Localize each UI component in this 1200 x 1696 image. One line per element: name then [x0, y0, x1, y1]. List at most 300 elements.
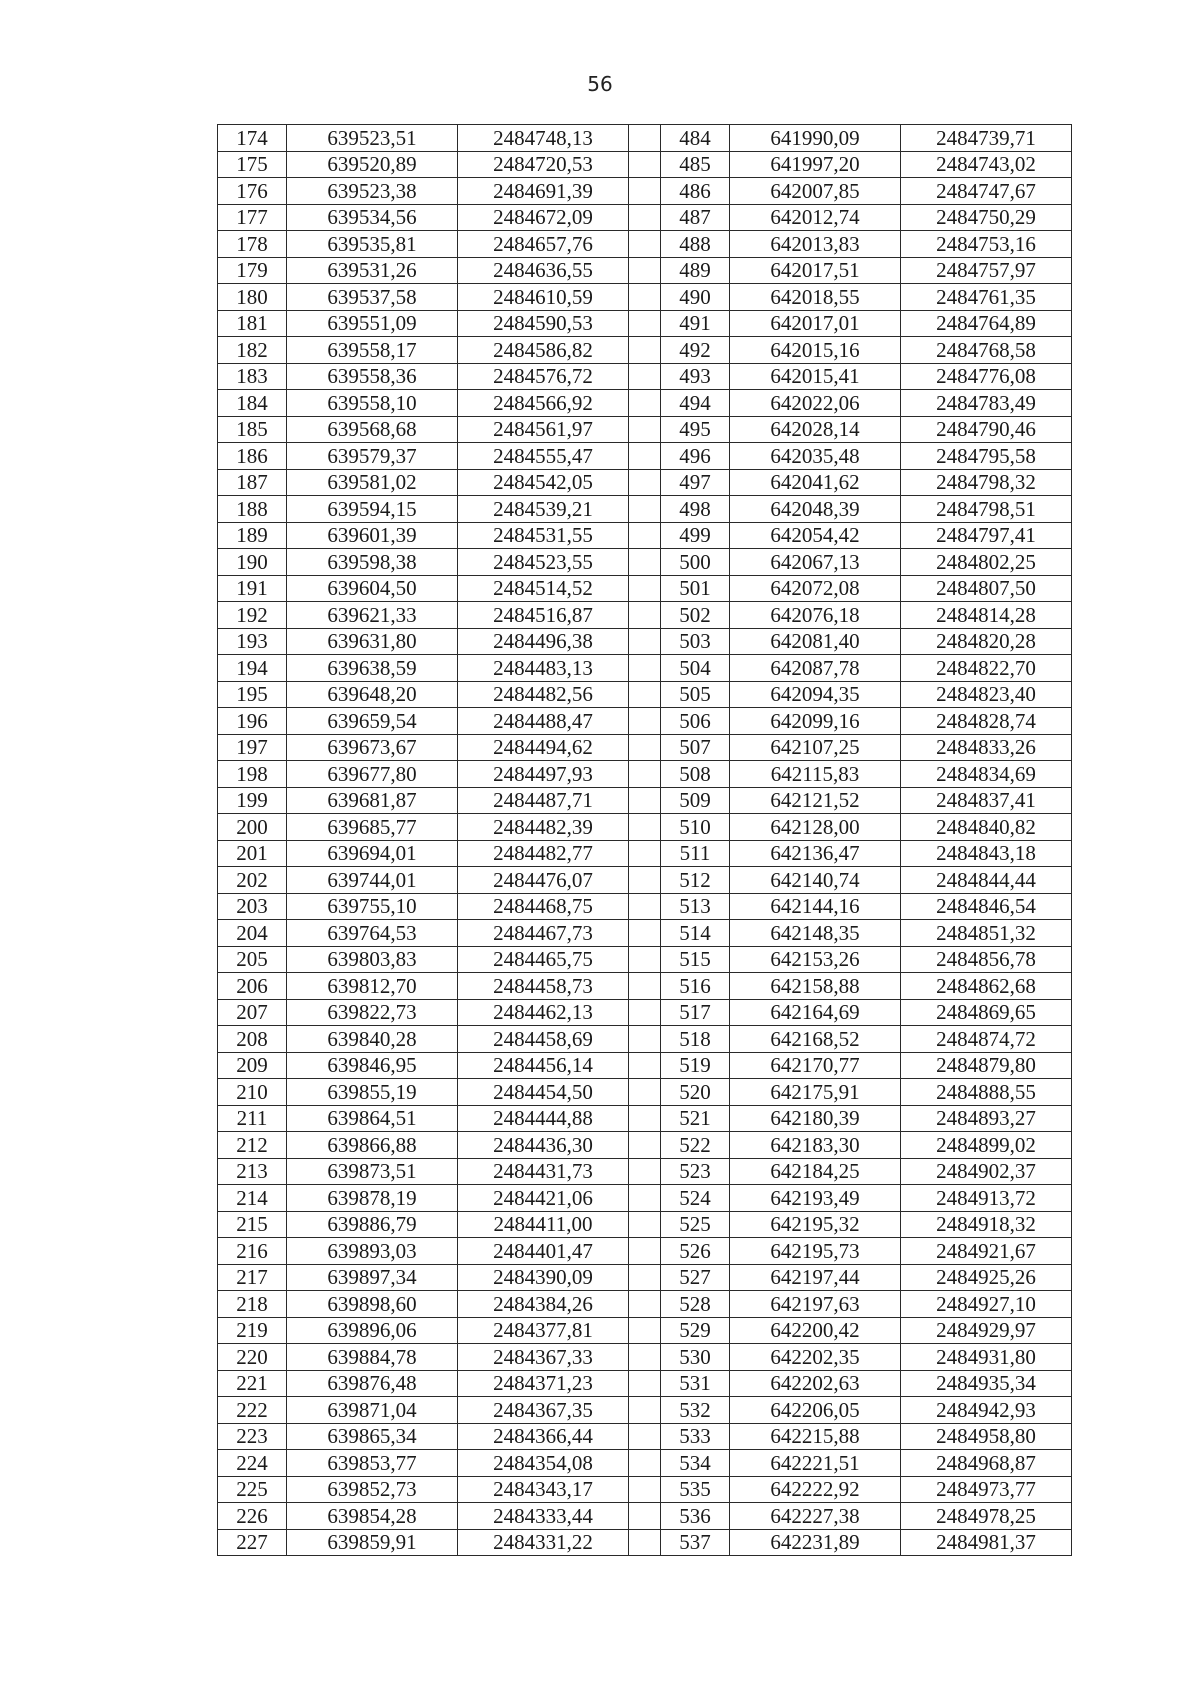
table-row	[218, 416, 1072, 443]
table-row	[218, 840, 1072, 867]
left-point-number-cell: 217	[218, 1264, 287, 1291]
left-y-coordinate-cell: 2484390,09	[458, 1264, 629, 1291]
right-y-coordinate-cell: 2484913,72	[901, 1185, 1072, 1212]
left-y-coordinate-cell: 2484488,47	[458, 708, 629, 735]
separator-cell	[629, 231, 661, 258]
right-x-coordinate-cell: 642168,52	[730, 1026, 901, 1053]
right-x-coordinate-cell: 642221,51	[730, 1450, 901, 1477]
right-point-number-cell: 510	[661, 814, 730, 841]
right-y-coordinate-cell: 2484844,44	[901, 867, 1072, 894]
left-y-coordinate-cell: 2484458,69	[458, 1026, 629, 1053]
left-point-number-cell: 185	[218, 416, 287, 443]
right-y-coordinate-cell: 2484978,25	[901, 1503, 1072, 1530]
left-point-number-cell: 213	[218, 1158, 287, 1185]
right-point-number-cell: 514	[661, 920, 730, 947]
right-y-coordinate-cell: 2484843,18	[901, 840, 1072, 867]
right-y-coordinate-cell: 2484750,29	[901, 204, 1072, 231]
right-x-coordinate-cell: 642048,39	[730, 496, 901, 523]
right-point-number-cell: 534	[661, 1450, 730, 1477]
table-row	[218, 1344, 1072, 1371]
separator-cell	[629, 1476, 661, 1503]
right-point-number-cell: 505	[661, 681, 730, 708]
left-point-number-cell: 203	[218, 893, 287, 920]
right-x-coordinate-cell: 642054,42	[730, 522, 901, 549]
left-point-number-cell: 176	[218, 178, 287, 205]
left-x-coordinate-cell: 639855,19	[287, 1079, 458, 1106]
right-x-coordinate-cell: 642012,74	[730, 204, 901, 231]
table-row	[218, 1317, 1072, 1344]
right-point-number-cell: 516	[661, 973, 730, 1000]
table-row	[218, 363, 1072, 390]
right-x-coordinate-cell: 642180,39	[730, 1105, 901, 1132]
left-x-coordinate-cell: 639884,78	[287, 1344, 458, 1371]
left-y-coordinate-cell: 2484421,06	[458, 1185, 629, 1212]
right-point-number-cell: 532	[661, 1397, 730, 1424]
right-point-number-cell: 486	[661, 178, 730, 205]
left-x-coordinate-cell: 639878,19	[287, 1185, 458, 1212]
right-y-coordinate-cell: 2484823,40	[901, 681, 1072, 708]
page-number: 56	[587, 72, 613, 96]
right-y-coordinate-cell: 2484747,67	[901, 178, 1072, 205]
left-point-number-cell: 190	[218, 549, 287, 576]
right-point-number-cell: 484	[661, 125, 730, 152]
table-row	[218, 628, 1072, 655]
left-y-coordinate-cell: 2484354,08	[458, 1450, 629, 1477]
right-point-number-cell: 522	[661, 1132, 730, 1159]
right-point-number-cell: 487	[661, 204, 730, 231]
left-point-number-cell: 180	[218, 284, 287, 311]
left-x-coordinate-cell: 639876,48	[287, 1370, 458, 1397]
left-x-coordinate-cell: 639893,03	[287, 1238, 458, 1265]
table-row	[218, 1238, 1072, 1265]
table-row	[218, 1026, 1072, 1053]
right-x-coordinate-cell: 642007,85	[730, 178, 901, 205]
right-y-coordinate-cell: 2484869,65	[901, 999, 1072, 1026]
left-point-number-cell: 197	[218, 734, 287, 761]
separator-cell	[629, 1423, 661, 1450]
left-x-coordinate-cell: 639631,80	[287, 628, 458, 655]
left-x-coordinate-cell: 639659,54	[287, 708, 458, 735]
table-row	[218, 1105, 1072, 1132]
left-point-number-cell: 204	[218, 920, 287, 947]
right-y-coordinate-cell: 2484935,34	[901, 1370, 1072, 1397]
separator-cell	[629, 1052, 661, 1079]
right-y-coordinate-cell: 2484790,46	[901, 416, 1072, 443]
left-x-coordinate-cell: 639551,09	[287, 310, 458, 337]
table-row	[218, 973, 1072, 1000]
left-x-coordinate-cell: 639694,01	[287, 840, 458, 867]
right-point-number-cell: 511	[661, 840, 730, 867]
left-x-coordinate-cell: 639535,81	[287, 231, 458, 258]
left-y-coordinate-cell: 2484366,44	[458, 1423, 629, 1450]
separator-cell	[629, 840, 661, 867]
right-y-coordinate-cell: 2484776,08	[901, 363, 1072, 390]
right-y-coordinate-cell: 2484902,37	[901, 1158, 1072, 1185]
table-row	[218, 1503, 1072, 1530]
right-y-coordinate-cell: 2484764,89	[901, 310, 1072, 337]
right-point-number-cell: 528	[661, 1291, 730, 1318]
separator-cell	[629, 1211, 661, 1238]
separator-cell	[629, 1185, 661, 1212]
left-y-coordinate-cell: 2484482,56	[458, 681, 629, 708]
right-y-coordinate-cell: 2484798,32	[901, 469, 1072, 496]
separator-cell	[629, 1105, 661, 1132]
table-row	[218, 893, 1072, 920]
separator-cell	[629, 1079, 661, 1106]
left-x-coordinate-cell: 639685,77	[287, 814, 458, 841]
right-y-coordinate-cell: 2484968,87	[901, 1450, 1072, 1477]
right-y-coordinate-cell: 2484761,35	[901, 284, 1072, 311]
right-y-coordinate-cell: 2484753,16	[901, 231, 1072, 258]
right-y-coordinate-cell: 2484814,28	[901, 602, 1072, 629]
separator-cell	[629, 814, 661, 841]
left-x-coordinate-cell: 639898,60	[287, 1291, 458, 1318]
left-x-coordinate-cell: 639594,15	[287, 496, 458, 523]
table-row	[218, 469, 1072, 496]
right-x-coordinate-cell: 642035,48	[730, 443, 901, 470]
right-y-coordinate-cell: 2484834,69	[901, 761, 1072, 788]
separator-cell	[629, 893, 661, 920]
table-row	[218, 734, 1072, 761]
table-row	[218, 681, 1072, 708]
left-y-coordinate-cell: 2484531,55	[458, 522, 629, 549]
left-y-coordinate-cell: 2484487,71	[458, 787, 629, 814]
right-x-coordinate-cell: 642193,49	[730, 1185, 901, 1212]
left-point-number-cell: 223	[218, 1423, 287, 1450]
left-point-number-cell: 177	[218, 204, 287, 231]
right-point-number-cell: 529	[661, 1317, 730, 1344]
left-y-coordinate-cell: 2484672,09	[458, 204, 629, 231]
right-y-coordinate-cell: 2484739,71	[901, 125, 1072, 152]
left-point-number-cell: 179	[218, 257, 287, 284]
right-x-coordinate-cell: 642144,16	[730, 893, 901, 920]
left-x-coordinate-cell: 639873,51	[287, 1158, 458, 1185]
table-row	[218, 1370, 1072, 1397]
table-row	[218, 946, 1072, 973]
left-y-coordinate-cell: 2484497,93	[458, 761, 629, 788]
right-x-coordinate-cell: 642099,16	[730, 708, 901, 735]
right-point-number-cell: 530	[661, 1344, 730, 1371]
right-x-coordinate-cell: 641990,09	[730, 125, 901, 152]
left-x-coordinate-cell: 639886,79	[287, 1211, 458, 1238]
left-point-number-cell: 187	[218, 469, 287, 496]
left-y-coordinate-cell: 2484586,82	[458, 337, 629, 364]
right-x-coordinate-cell: 642197,63	[730, 1291, 901, 1318]
separator-cell	[629, 867, 661, 894]
left-point-number-cell: 198	[218, 761, 287, 788]
left-y-coordinate-cell: 2484576,72	[458, 363, 629, 390]
separator-cell	[629, 1158, 661, 1185]
left-point-number-cell: 193	[218, 628, 287, 655]
left-y-coordinate-cell: 2484431,73	[458, 1158, 629, 1185]
right-x-coordinate-cell: 642081,40	[730, 628, 901, 655]
left-point-number-cell: 184	[218, 390, 287, 417]
left-x-coordinate-cell: 639822,73	[287, 999, 458, 1026]
left-point-number-cell: 192	[218, 602, 287, 629]
table-row	[218, 443, 1072, 470]
coordinates-table	[217, 124, 1072, 1556]
right-x-coordinate-cell: 642017,01	[730, 310, 901, 337]
separator-cell	[629, 363, 661, 390]
right-x-coordinate-cell: 642148,35	[730, 920, 901, 947]
right-x-coordinate-cell: 642200,42	[730, 1317, 901, 1344]
right-point-number-cell: 531	[661, 1370, 730, 1397]
left-y-coordinate-cell: 2484411,00	[458, 1211, 629, 1238]
separator-cell	[629, 1026, 661, 1053]
table-row	[218, 496, 1072, 523]
left-y-coordinate-cell: 2484436,30	[458, 1132, 629, 1159]
table-row	[218, 1423, 1072, 1450]
table-row	[218, 1052, 1072, 1079]
right-point-number-cell: 503	[661, 628, 730, 655]
left-y-coordinate-cell: 2484590,53	[458, 310, 629, 337]
right-y-coordinate-cell: 2484802,25	[901, 549, 1072, 576]
right-point-number-cell: 524	[661, 1185, 730, 1212]
left-point-number-cell: 182	[218, 337, 287, 364]
separator-cell	[629, 522, 661, 549]
right-x-coordinate-cell: 642018,55	[730, 284, 901, 311]
right-x-coordinate-cell: 642087,78	[730, 655, 901, 682]
left-point-number-cell: 200	[218, 814, 287, 841]
right-y-coordinate-cell: 2484846,54	[901, 893, 1072, 920]
right-point-number-cell: 490	[661, 284, 730, 311]
right-y-coordinate-cell: 2484958,80	[901, 1423, 1072, 1450]
right-point-number-cell: 520	[661, 1079, 730, 1106]
right-point-number-cell: 521	[661, 1105, 730, 1132]
left-y-coordinate-cell: 2484401,47	[458, 1238, 629, 1265]
right-x-coordinate-cell: 642215,88	[730, 1423, 901, 1450]
left-x-coordinate-cell: 639677,80	[287, 761, 458, 788]
right-point-number-cell: 491	[661, 310, 730, 337]
table-row	[218, 787, 1072, 814]
left-point-number-cell: 218	[218, 1291, 287, 1318]
left-y-coordinate-cell: 2484468,75	[458, 893, 629, 920]
table-row	[218, 178, 1072, 205]
left-point-number-cell: 208	[218, 1026, 287, 1053]
left-point-number-cell: 199	[218, 787, 287, 814]
separator-cell	[629, 125, 661, 152]
separator-cell	[629, 708, 661, 735]
separator-cell	[629, 1291, 661, 1318]
right-point-number-cell: 504	[661, 655, 730, 682]
right-x-coordinate-cell: 642072,08	[730, 575, 901, 602]
left-x-coordinate-cell: 639648,20	[287, 681, 458, 708]
left-point-number-cell: 215	[218, 1211, 287, 1238]
right-point-number-cell: 496	[661, 443, 730, 470]
left-y-coordinate-cell: 2484555,47	[458, 443, 629, 470]
right-point-number-cell: 499	[661, 522, 730, 549]
right-y-coordinate-cell: 2484820,28	[901, 628, 1072, 655]
left-x-coordinate-cell: 639864,51	[287, 1105, 458, 1132]
right-y-coordinate-cell: 2484783,49	[901, 390, 1072, 417]
left-x-coordinate-cell: 639638,59	[287, 655, 458, 682]
left-y-coordinate-cell: 2484465,75	[458, 946, 629, 973]
left-y-coordinate-cell: 2484636,55	[458, 257, 629, 284]
right-y-coordinate-cell: 2484862,68	[901, 973, 1072, 1000]
right-x-coordinate-cell: 642128,00	[730, 814, 901, 841]
right-point-number-cell: 493	[661, 363, 730, 390]
left-y-coordinate-cell: 2484561,97	[458, 416, 629, 443]
right-point-number-cell: 509	[661, 787, 730, 814]
table-row	[218, 814, 1072, 841]
table-row	[218, 920, 1072, 947]
left-y-coordinate-cell: 2484542,05	[458, 469, 629, 496]
separator-cell	[629, 257, 661, 284]
separator-cell	[629, 655, 661, 682]
right-point-number-cell: 506	[661, 708, 730, 735]
right-y-coordinate-cell: 2484807,50	[901, 575, 1072, 602]
separator-cell	[629, 761, 661, 788]
left-y-coordinate-cell: 2484566,92	[458, 390, 629, 417]
left-y-coordinate-cell: 2484691,39	[458, 178, 629, 205]
left-x-coordinate-cell: 639537,58	[287, 284, 458, 311]
separator-cell	[629, 681, 661, 708]
right-x-coordinate-cell: 642015,16	[730, 337, 901, 364]
left-x-coordinate-cell: 639859,91	[287, 1529, 458, 1556]
table-row	[218, 231, 1072, 258]
left-x-coordinate-cell: 639755,10	[287, 893, 458, 920]
left-point-number-cell: 211	[218, 1105, 287, 1132]
table-row	[218, 1529, 1072, 1556]
separator-cell	[629, 575, 661, 602]
right-x-coordinate-cell: 642153,26	[730, 946, 901, 973]
right-point-number-cell: 517	[661, 999, 730, 1026]
right-point-number-cell: 525	[661, 1211, 730, 1238]
separator-cell	[629, 946, 661, 973]
left-x-coordinate-cell: 639581,02	[287, 469, 458, 496]
right-x-coordinate-cell: 642017,51	[730, 257, 901, 284]
left-x-coordinate-cell: 639854,28	[287, 1503, 458, 1530]
table-row	[218, 1158, 1072, 1185]
right-point-number-cell: 492	[661, 337, 730, 364]
left-point-number-cell: 175	[218, 151, 287, 178]
left-x-coordinate-cell: 639812,70	[287, 973, 458, 1000]
left-y-coordinate-cell: 2484483,13	[458, 655, 629, 682]
right-point-number-cell: 535	[661, 1476, 730, 1503]
table-row	[218, 337, 1072, 364]
right-point-number-cell: 507	[661, 734, 730, 761]
right-x-coordinate-cell: 642222,92	[730, 1476, 901, 1503]
right-y-coordinate-cell: 2484888,55	[901, 1079, 1072, 1106]
left-x-coordinate-cell: 639579,37	[287, 443, 458, 470]
left-y-coordinate-cell: 2484456,14	[458, 1052, 629, 1079]
table-row	[218, 761, 1072, 788]
left-y-coordinate-cell: 2484496,38	[458, 628, 629, 655]
left-y-coordinate-cell: 2484748,13	[458, 125, 629, 152]
separator-cell	[629, 390, 661, 417]
table-row	[218, 257, 1072, 284]
left-point-number-cell: 205	[218, 946, 287, 973]
right-y-coordinate-cell: 2484833,26	[901, 734, 1072, 761]
left-point-number-cell: 209	[218, 1052, 287, 1079]
separator-cell	[629, 416, 661, 443]
left-point-number-cell: 214	[218, 1185, 287, 1212]
left-point-number-cell: 206	[218, 973, 287, 1000]
right-x-coordinate-cell: 642170,77	[730, 1052, 901, 1079]
table-row	[218, 390, 1072, 417]
right-y-coordinate-cell: 2484929,97	[901, 1317, 1072, 1344]
right-x-coordinate-cell: 642195,73	[730, 1238, 901, 1265]
table-row	[218, 999, 1072, 1026]
left-y-coordinate-cell: 2484367,35	[458, 1397, 629, 1424]
left-x-coordinate-cell: 639568,68	[287, 416, 458, 443]
right-y-coordinate-cell: 2484879,80	[901, 1052, 1072, 1079]
right-y-coordinate-cell: 2484840,82	[901, 814, 1072, 841]
left-x-coordinate-cell: 639744,01	[287, 867, 458, 894]
right-x-coordinate-cell: 642183,30	[730, 1132, 901, 1159]
left-x-coordinate-cell: 639531,26	[287, 257, 458, 284]
left-y-coordinate-cell: 2484494,62	[458, 734, 629, 761]
right-y-coordinate-cell: 2484828,74	[901, 708, 1072, 735]
left-y-coordinate-cell: 2484720,53	[458, 151, 629, 178]
table-row	[218, 1132, 1072, 1159]
left-point-number-cell: 183	[218, 363, 287, 390]
right-y-coordinate-cell: 2484927,10	[901, 1291, 1072, 1318]
left-point-number-cell: 196	[218, 708, 287, 735]
right-y-coordinate-cell: 2484795,58	[901, 443, 1072, 470]
separator-cell	[629, 496, 661, 523]
left-x-coordinate-cell: 639621,33	[287, 602, 458, 629]
separator-cell	[629, 337, 661, 364]
separator-cell	[629, 1317, 661, 1344]
left-y-coordinate-cell: 2484458,73	[458, 973, 629, 1000]
left-point-number-cell: 210	[218, 1079, 287, 1106]
left-x-coordinate-cell: 639558,17	[287, 337, 458, 364]
right-x-coordinate-cell: 642140,74	[730, 867, 901, 894]
separator-cell	[629, 602, 661, 629]
separator-cell	[629, 310, 661, 337]
left-y-coordinate-cell: 2484333,44	[458, 1503, 629, 1530]
table-row	[218, 708, 1072, 735]
left-y-coordinate-cell: 2484523,55	[458, 549, 629, 576]
right-y-coordinate-cell: 2484973,77	[901, 1476, 1072, 1503]
table-row	[218, 125, 1072, 152]
table-row	[218, 1264, 1072, 1291]
left-x-coordinate-cell: 639598,38	[287, 549, 458, 576]
separator-cell	[629, 151, 661, 178]
left-y-coordinate-cell: 2484462,13	[458, 999, 629, 1026]
table-row	[218, 284, 1072, 311]
table-row	[218, 1211, 1072, 1238]
right-y-coordinate-cell: 2484856,78	[901, 946, 1072, 973]
left-x-coordinate-cell: 639558,10	[287, 390, 458, 417]
right-x-coordinate-cell: 642164,69	[730, 999, 901, 1026]
left-x-coordinate-cell: 639604,50	[287, 575, 458, 602]
table-row	[218, 522, 1072, 549]
right-x-coordinate-cell: 642013,83	[730, 231, 901, 258]
right-y-coordinate-cell: 2484837,41	[901, 787, 1072, 814]
separator-cell	[629, 999, 661, 1026]
table-row	[218, 602, 1072, 629]
left-x-coordinate-cell: 639865,34	[287, 1423, 458, 1450]
right-y-coordinate-cell: 2484797,41	[901, 522, 1072, 549]
left-point-number-cell: 194	[218, 655, 287, 682]
right-point-number-cell: 495	[661, 416, 730, 443]
separator-cell	[629, 1450, 661, 1477]
left-y-coordinate-cell: 2484514,52	[458, 575, 629, 602]
right-y-coordinate-cell: 2484757,97	[901, 257, 1072, 284]
right-point-number-cell: 501	[661, 575, 730, 602]
separator-cell	[629, 973, 661, 1000]
right-point-number-cell: 527	[661, 1264, 730, 1291]
right-x-coordinate-cell: 642015,41	[730, 363, 901, 390]
right-point-number-cell: 497	[661, 469, 730, 496]
right-y-coordinate-cell: 2484942,93	[901, 1397, 1072, 1424]
left-y-coordinate-cell: 2484482,39	[458, 814, 629, 841]
right-x-coordinate-cell: 642136,47	[730, 840, 901, 867]
right-x-coordinate-cell: 642022,06	[730, 390, 901, 417]
left-x-coordinate-cell: 639897,34	[287, 1264, 458, 1291]
